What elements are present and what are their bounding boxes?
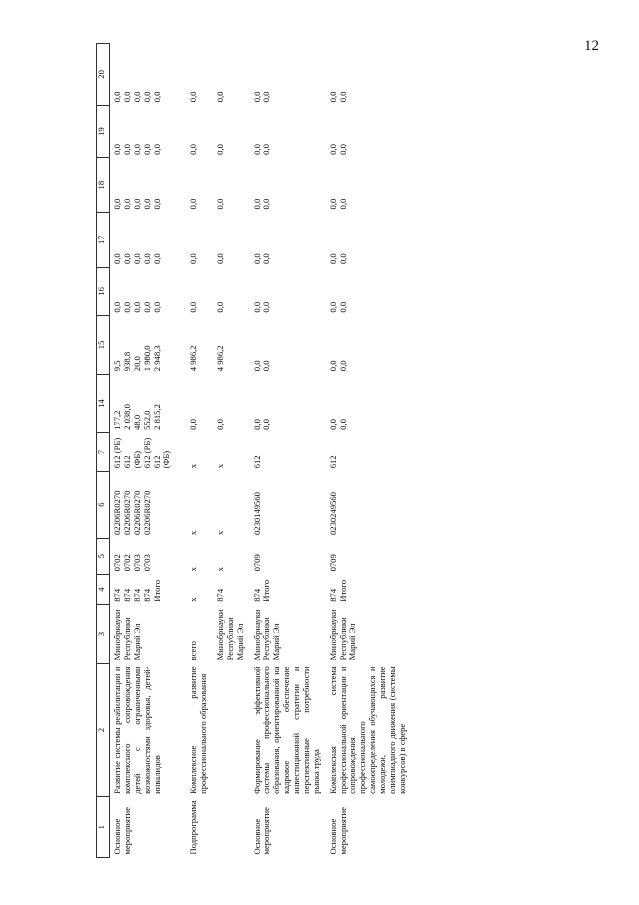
value-cell (250, 212, 326, 267)
name-cell: Комплексное развитие профессионального образования (188, 666, 208, 794)
cell-line: 874 (251, 588, 262, 602)
cell-line (339, 436, 349, 468)
cell-line (339, 541, 349, 571)
value-cell (213, 105, 250, 158)
value-cell (110, 105, 187, 158)
cell-line: 0,0 (251, 419, 262, 430)
value-cell (186, 158, 213, 213)
value-cell (326, 374, 412, 433)
value-cell (250, 267, 326, 316)
cell-line: 0,0 (337, 301, 348, 313)
cell-line: 0,0 (188, 144, 199, 155)
cell-line: 612 (251, 455, 262, 469)
cell-line: 0,0 (251, 91, 262, 103)
cell-line: 02206R0270 (121, 490, 132, 536)
page-number: 12 (584, 38, 599, 54)
value-cell (213, 212, 250, 267)
cell-line: 0,0 (112, 301, 122, 313)
cell-line: 0,0 (251, 253, 262, 265)
column-header-14: 14 (97, 374, 110, 433)
code-cell-c5 (326, 538, 412, 574)
cell-line: 0,0 (214, 144, 225, 155)
cell-line: 612 (ФБ) (121, 450, 142, 469)
cell-line: 0,0 (151, 253, 162, 265)
cell-line: 4 986,2 (188, 345, 199, 372)
cell-line: 0230249560 (327, 492, 338, 536)
cell-line: х (188, 530, 199, 536)
cell-line: 0,0 (141, 91, 152, 103)
cell-line: 0,0 (131, 253, 142, 265)
cell-line: 0,0 (337, 360, 348, 372)
cell-line: 0,0 (151, 91, 162, 103)
value-cell (213, 158, 250, 213)
cell-line: 0,0 (131, 301, 142, 313)
cell-line: 0,0 (121, 253, 132, 265)
cell-line: 0,0 (141, 253, 152, 265)
value-cell (186, 374, 213, 433)
code-cell-c7 (250, 433, 326, 471)
column-header-5: 5 (97, 538, 110, 574)
value-cell (110, 374, 187, 433)
cell-line: 0,0 (251, 144, 262, 155)
cell-line: 0,0 (188, 301, 199, 313)
cell-line: 0,0 (112, 144, 122, 155)
cell-line: 0,0 (214, 301, 225, 313)
value-cell (186, 105, 213, 158)
column-header-1: 1 (97, 797, 110, 858)
cell-line: 0,0 (261, 198, 272, 210)
executor-cell: Минобрнауки Республики Марий Эл (112, 609, 142, 661)
cell-line: 0,0 (327, 419, 338, 430)
cell-line: 0,0 (151, 301, 162, 313)
cell-line: х (188, 597, 199, 602)
cell-line: 874 (141, 588, 152, 602)
value-cell (110, 158, 187, 213)
cell-line: 0,0 (131, 198, 142, 210)
code-cell-c7 (213, 433, 250, 471)
value-cell (326, 105, 412, 158)
cell-line: 0,0 (121, 301, 132, 313)
cell-line (262, 436, 272, 468)
cell-line: 0,0 (261, 301, 272, 313)
table-row (213, 44, 250, 858)
category-cell: Основное мероприятие (251, 807, 272, 855)
cell-line: 02206R0270 (131, 490, 142, 536)
code-cell-c6 (110, 471, 187, 538)
cell-line: 0,0 (261, 144, 272, 155)
table-header-row (97, 44, 110, 858)
rotated-table-container (96, 43, 496, 858)
cell-line: 0,0 (327, 253, 338, 265)
cell-line: 0,0 (188, 253, 199, 265)
cell-line: 2 815,2 (151, 404, 162, 430)
table-body (110, 44, 412, 858)
code-cell-c4 (326, 574, 412, 604)
value-cell (326, 44, 412, 106)
cell-line: 0,0 (214, 419, 225, 430)
column-header-19: 19 (97, 105, 110, 158)
cell-line: 0,0 (337, 144, 348, 155)
cell-line: 938,8 (121, 351, 132, 372)
category-cell: Подпрограмма (188, 800, 199, 855)
column-header-7: 7 (97, 433, 110, 471)
cell-line: 0703 (131, 554, 142, 572)
cell-line: 0,0 (121, 144, 132, 155)
value-cell (213, 374, 250, 433)
cell-line: 0702 (112, 554, 122, 572)
cell-line: 0,0 (151, 144, 162, 155)
cell-line: 0,0 (112, 198, 122, 210)
code-cell-c5 (213, 538, 250, 574)
cell-line (339, 474, 349, 535)
cell-line: 0,0 (261, 360, 272, 372)
cell-line: 0,0 (141, 301, 152, 313)
value-cell (250, 44, 326, 106)
cell-line: 9,5 (112, 360, 122, 372)
name-cell: Развитие системы реабилитации и комплексного сопровождения детей с ограниченными возможностями здоровья, детей-инвалидов (112, 666, 162, 794)
code-cell-c7 (326, 433, 412, 471)
category-cell: Основное мероприятие (327, 807, 348, 855)
column-header-18: 18 (97, 158, 110, 213)
value-cell (326, 316, 412, 375)
value-cell (110, 44, 187, 106)
name-cell (213, 663, 250, 796)
value-cell (250, 105, 326, 158)
cell-line: 0,0 (214, 198, 225, 210)
code-cell-c4 (250, 574, 326, 604)
value-cell (250, 374, 326, 433)
code-cell-c7 (110, 433, 187, 471)
cell-line: 0,0 (327, 360, 338, 372)
cell-line: 0,0 (121, 91, 132, 103)
budget-table (96, 43, 412, 858)
executor-cell: Минобрнауки Республики Марий Эл (214, 609, 245, 661)
code-cell-c4 (213, 574, 250, 604)
cell-line: 612 (РБ) (112, 437, 122, 469)
column-header-17: 17 (97, 212, 110, 267)
cell-line: 0,0 (261, 91, 272, 103)
cell-line: 612 (РБ) (141, 437, 152, 469)
column-header-4: 4 (97, 574, 110, 604)
cell-line: 0230149560 (251, 492, 262, 536)
cell-line: 0,0 (251, 301, 262, 313)
code-cell-c6 (213, 471, 250, 538)
cell-line (262, 474, 272, 535)
cell-line: 0,0 (131, 144, 142, 155)
cell-line: 48,0 (131, 414, 142, 430)
cell-line: 0,0 (214, 91, 225, 103)
cell-line: 0,0 (188, 198, 199, 210)
code-cell-c6 (326, 471, 412, 538)
category-cell: Основное мероприятие (112, 807, 132, 855)
cell-line: 0,0 (337, 91, 348, 103)
value-cell (110, 212, 187, 267)
cell-line: 0,0 (327, 144, 338, 155)
cell-line: 612 (327, 455, 338, 469)
cell-line: х (214, 463, 225, 469)
cell-line: 0,0 (337, 419, 348, 430)
cell-line: 0702 (121, 554, 132, 572)
cell-line: 0709 (251, 554, 262, 572)
cell-line: 0,0 (188, 91, 199, 103)
cell-line: 612 (ФБ) (151, 450, 172, 469)
code-cell-c6 (250, 471, 326, 538)
name-cell: Формирование эффективной системы профессионального образования, ориентированной на кадровое обеспечение инвестиционной стратегии и перспективные потребности рынка труда (251, 666, 321, 794)
table-row (250, 44, 326, 858)
code-cell-c5 (186, 538, 213, 574)
executor-cell: всего (188, 641, 199, 661)
value-cell (186, 316, 213, 375)
cell-line: 0,0 (327, 198, 338, 210)
name-cell: Комплексная система профессиональной ориентации и сопровождения профессионального самоопределения обучающихся и молодежи, развитие олимпиадного движения (системы конкурсов) в сфере (327, 666, 407, 794)
cell-line (172, 436, 182, 468)
code-cell-c5 (110, 538, 187, 574)
cell-line (153, 474, 163, 535)
cell-line: 177,2 (112, 410, 122, 430)
cell-line: 874 (214, 588, 225, 602)
table-row (110, 44, 187, 858)
cell-line: 874 (327, 588, 338, 602)
cell-line: 0,0 (261, 253, 272, 265)
cell-line: 0,0 (121, 198, 132, 210)
column-header-6: 6 (97, 471, 110, 538)
cell-line: 0,0 (131, 91, 142, 103)
cell-line: х (188, 567, 199, 572)
column-header-2: 2 (97, 663, 110, 796)
value-cell (186, 267, 213, 316)
cell-line: 0,0 (327, 91, 338, 103)
cell-line: 552,0 (141, 410, 152, 430)
value-cell (326, 212, 412, 267)
cell-line (262, 541, 272, 571)
cell-line: 0,0 (188, 419, 199, 430)
column-header-3: 3 (97, 605, 110, 664)
value-cell (110, 316, 187, 375)
cell-line: 0,0 (214, 253, 225, 265)
cell-line: 20,0 (131, 356, 142, 372)
cell-line: 0,0 (261, 419, 272, 430)
cell-line: 874 (112, 588, 122, 602)
cell-line: 874 (131, 588, 142, 602)
cell-line: 2 948,3 (151, 345, 162, 372)
value-cell (326, 267, 412, 316)
cell-line: Итого (151, 579, 162, 602)
cell-line: 0,0 (141, 144, 152, 155)
code-cell-c4 (186, 574, 213, 604)
cell-line: 0,0 (112, 91, 122, 103)
table-row (186, 44, 213, 858)
cell-line: 1 980,0 (141, 345, 152, 372)
code-cell-c5 (250, 538, 326, 574)
cell-line: 0,0 (337, 198, 348, 210)
value-cell (186, 44, 213, 106)
cell-line: 0,0 (327, 301, 338, 313)
table-row (326, 44, 412, 858)
cell-line: Итого (261, 579, 272, 602)
cell-line: 4 986,2 (214, 345, 225, 372)
cell-line: 02206R0270 (141, 490, 152, 536)
cell-line: х (188, 463, 199, 469)
executor-cell: Минобрнауки Республики Марий Эл (251, 609, 282, 661)
code-cell-c4 (110, 574, 187, 604)
value-cell (213, 267, 250, 316)
column-header-15: 15 (97, 316, 110, 375)
cell-line: 0,0 (112, 253, 122, 265)
cell-line (153, 541, 163, 571)
value-cell (213, 316, 250, 375)
value-cell (250, 158, 326, 213)
column-header-16: 16 (97, 267, 110, 316)
value-cell (250, 316, 326, 375)
code-cell-c7 (186, 433, 213, 471)
cell-line: 874 (121, 588, 132, 602)
cell-line: х (214, 567, 225, 572)
cell-line: 02206R0270 (112, 490, 122, 536)
value-cell (110, 267, 187, 316)
executor-cell: Минобрнауки Республики Марий Эл (327, 609, 358, 661)
cell-line: 0703 (141, 554, 152, 572)
column-header-20: 20 (97, 44, 110, 106)
cell-line: 0,0 (141, 198, 152, 210)
cell-line: х (214, 530, 225, 536)
cell-line: 0709 (327, 554, 338, 572)
cell-line: 0,0 (251, 360, 262, 372)
cell-line: 2 038,0 (121, 404, 132, 430)
value-cell (326, 158, 412, 213)
cell-line: 0,0 (151, 198, 162, 210)
value-cell (186, 212, 213, 267)
cell-line: 0,0 (337, 253, 348, 265)
cell-line: 0,0 (251, 198, 262, 210)
code-cell-c6 (186, 471, 213, 538)
category-cell (213, 797, 250, 858)
value-cell (213, 44, 250, 106)
cell-line: Итого (337, 579, 348, 602)
